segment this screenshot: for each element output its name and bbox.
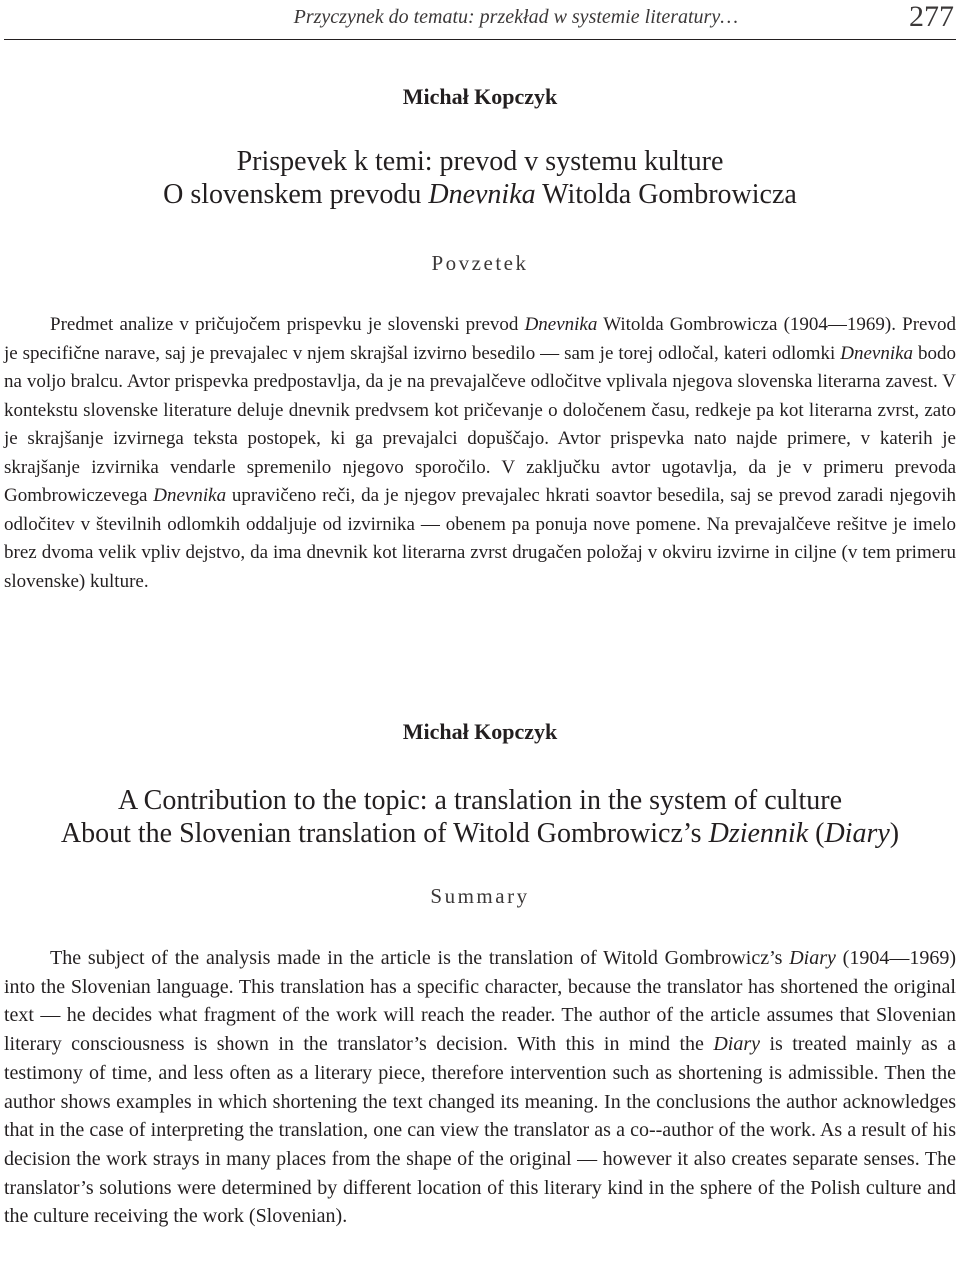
section-label-summary: Summary <box>430 884 530 908</box>
title-line-1: A Contribution to the topic: a translation in the system of culture <box>118 785 842 816</box>
header-rule <box>4 39 956 40</box>
title-text: O slovenskem prevodu <box>163 179 429 210</box>
abstract-slovenian <box>4 311 956 596</box>
abstract-text: Witolda Gombrowicza (1904—1969). Prevod je specifične narave, saj je prevajalec v njem skrajšal izvirno besedilo — sam je torej odločal, kateri odlomki <box>4 314 956 364</box>
page-number: 277 <box>909 0 954 33</box>
title-line-1: Prispevek k temi: prevod v systemu kulture <box>236 146 724 177</box>
abstract-text: Predmet analize v pričujočem prispevku je slovenski prevod <box>50 314 525 335</box>
title-italic-work: Diary <box>824 818 890 849</box>
running-title: Przyczynek do tematu: przekład w systemie literatury… <box>293 6 738 28</box>
abstract-italic: Dnevnika <box>524 314 598 335</box>
title-text: ) <box>889 818 900 849</box>
title-text: About the Slovenian translation of Witold Gombrowicz’s <box>60 818 709 849</box>
article-title-slovenian <box>0 145 960 211</box>
abstract-text: The subject of the analysis made in the article is the translation of Witold Gombrowicz’s <box>50 947 790 969</box>
abstract-text: (1904—1969) into the Slovenian language. This translation has a specific character, because the translator has shortened the original text — he decides what fragment of the work will reach the reader. The author of the article assumes that Slovenian literary consciousness is shown in the translator’s decision. With this in mind the <box>4 947 956 1056</box>
title-text: Witolda Gombrowicza <box>535 179 797 210</box>
abstract-italic: Dnevnika <box>840 342 914 364</box>
abstract-text: bodo na voljo bralcu. Avtor prispevka predpostavlja, da je na prevajalčeve odločitve vplivala njegova slovenska literarna zavest. V kontekstu slovenske literature deluje dnevnik predvsem kot pričevanje o določenem času, redkeje pa kot literarna zvrst, zato je skrajšanje izvirnega teksta postopek, ki ga prevajalci dopuščajo. Avtor prispevka nato najde primere, v katerih je skrajšanje izvirnika vendarle spremenilo njegovo sporočilo. V zaključku avtor ugotavlja, da je v primeru prevoda Gombrowiczevega <box>4 342 957 506</box>
title-italic-work: Dziennik <box>708 818 809 849</box>
running-header <box>0 0 960 44</box>
abstract-english <box>4 944 956 1231</box>
abstract-italic: Diary <box>789 947 836 969</box>
author-name-slovenian: Michał Kopczyk <box>402 84 558 109</box>
abstract-text: is treated mainly as a testimony of time, and less often as a literary piece, therefore intervention such as shortening is admissible. Then the author shows examples in which shortening the text changed its meaning. In the conclusions the author acknowledges that in the case of interpreting the translation, one can view the translator as a co--author of the work. As a result of his decision the work strays in many places from the shape of the original — however it also creates separate senses. The translator’s solutions were determined by different location of this literary kind in the sphere of the Polish culture and the culture receiving the work (Slovenian). <box>4 1033 957 1228</box>
title-text: ( <box>808 818 825 849</box>
section-label-povzetek: Povzetek <box>431 251 529 275</box>
title-line-2 <box>0 178 960 211</box>
abstract-italic: Diary <box>713 1033 761 1056</box>
author-name-english: Michał Kopczyk <box>402 719 558 744</box>
article-title-english <box>0 784 960 850</box>
title-italic-work: Dnevnika <box>428 179 536 210</box>
abstract-text: upravičeno reči, da je njegov prevajalec hkrati soavtor besedila, saj se prevod zaradi njegovih odločitev v številnih odlomkih oddaljuje od izvirnika — obenem pa ponuja nove pomene. Na prevajalčeve rešitve je imelo brez dvoma velik vpliv dejstvo, da ima dnevnik kot literarna zvrst drugačen položaj v okviru izvirne in ciljne (v tem primeru slovenske) kulture. <box>4 485 956 592</box>
abstract-italic: Dnevnika <box>153 485 227 506</box>
title-line-2 <box>0 817 960 850</box>
